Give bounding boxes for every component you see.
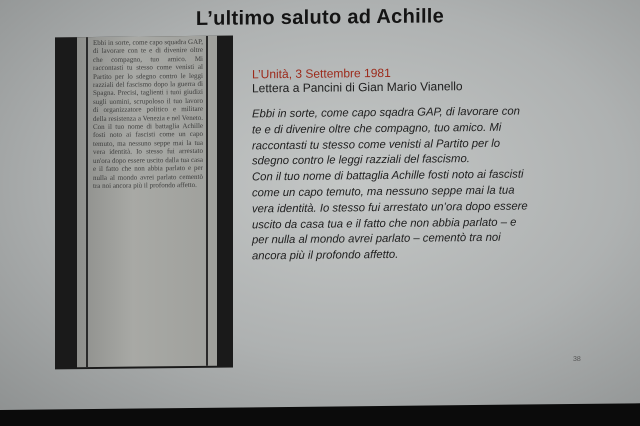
slide-title: L’ultimo saluto ad Achille [195,5,445,30]
newspaper-clipping-image [55,36,233,370]
letter-quote: Ebbi in sorte, come capo sqadra GAP, di lavorare con te e di divenire oltre che compagno, tuo amico. Mi raccontasti tu stesso come venisti al Partito per lo sdegno contro le leggi razziali del fascismo. Con il tuo nome di battaglia Achille fosti noto ai fascisti come un capo temuto, ma nessuno seppe mai la tua vera identità. Io stesso fui arrestato un’ora dopo essere uscito da casa tua e il fatto che non abbia parlato – e per nulla al mondo avrei parlato – cementò tra noi ancora più il profondo affetto. [252,105,528,263]
column-rule-left [86,37,88,367]
letter-subtitle: Lettera a Pancini di Gian Mario Vianello [252,79,463,96]
slide-page-number: 38 [573,355,581,363]
source-citation: L’Unità, 3 Settembre 1981 [252,65,391,82]
clipping-text: Ebbi in sorte, come capo squadra GAP, di lavorare con te e di divenire oltre che compagno, tuo amico. Mi raccontasti tu stesso come venisti al Partito per lo sdegno contro le leggi razziali del fascismo dopo la guerra di Spagna. Precisi, taglienti i tuoi giudizi sugli uomini, scrupoloso il tuo lavoro di organizzatore politico e militare della resistenza a Venezia e nel Veneto. Con il tuo nome di battaglia Achille fosti noto ai fascisti come un capo temuto, ma nessuno seppe mai la tua vera identità. Io stesso fui arrestato un'ora dopo essere uscito dalla tua casa e il fatto che non abbia parlato e per nulla al mondo avrei parlato cementò tra noi ancora più il profondo affetto. [93,37,203,190]
newspaper-paper [77,36,217,367]
column-rule-right [206,36,208,366]
